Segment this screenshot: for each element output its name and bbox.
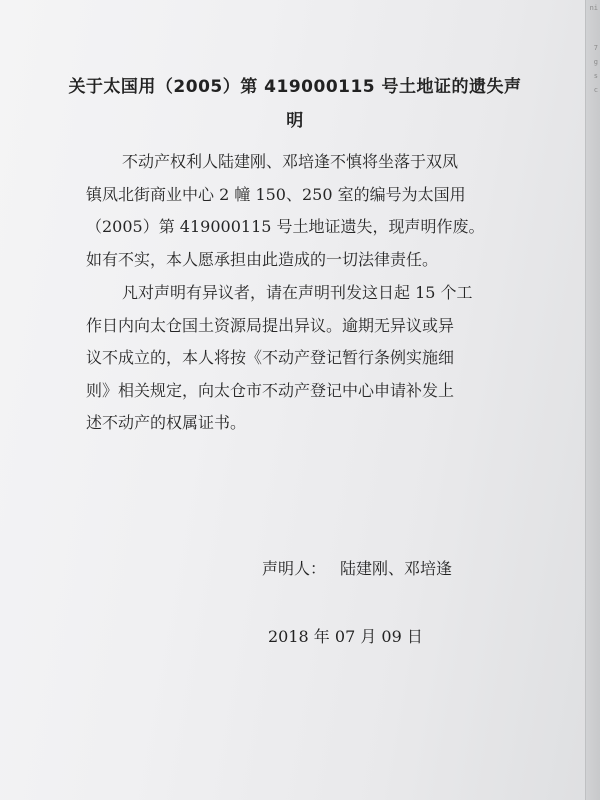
paragraph-line: 不动产权利人陆建刚、邓培逢不慎将坐落于双凤 <box>122 152 459 171</box>
paragraph-line: 则》相关规定，向太仓市不动产登记中心申请补发上 <box>86 380 455 400</box>
paragraph-line: 凡对声明有异议者，请在声明刊发这日起 15 个工 <box>122 283 473 302</box>
signature-names: 陆建刚、邓培逢 <box>340 559 453 578</box>
paragraph-line: 镇凤北街商业中心 2 幢 150、250 室的编号为太国用 <box>86 184 466 204</box>
paragraph-line: 作日内向太仓国土资源局提出异议。逾期无异议或异 <box>86 315 455 335</box>
edge-mark: g <box>593 58 598 66</box>
signature-block <box>262 556 452 579</box>
edge-mark: 7 <box>593 44 598 52</box>
edge-mark: ni <box>589 4 598 12</box>
title-line: 明 <box>286 111 304 131</box>
title-line: 关于太国用（2005）第 419000115 号土地证的遗失声 <box>68 77 522 97</box>
paragraph-line: 述不动产的权属证书。 <box>86 413 247 432</box>
signature-label: 声明人： <box>262 559 327 578</box>
document-date: 2018 年 07 月 09 日 <box>268 627 423 646</box>
paragraph-line: 议不成立的，本人将按《不动产登记暂行条例实施细 <box>86 348 455 367</box>
paragraph-line: 如有不实，本人愿承担由此造成的一切法律责任。 <box>86 249 439 269</box>
paragraph-declaration <box>86 146 526 276</box>
paragraph-objection <box>86 277 526 440</box>
adjacent-page-edge <box>585 0 600 800</box>
document-title <box>60 70 530 138</box>
paragraph-line: （2005）第 419000115 号土地证遗失，现声明作废。 <box>86 217 485 236</box>
edge-mark: c <box>593 86 598 94</box>
edge-mark: s <box>593 72 598 80</box>
